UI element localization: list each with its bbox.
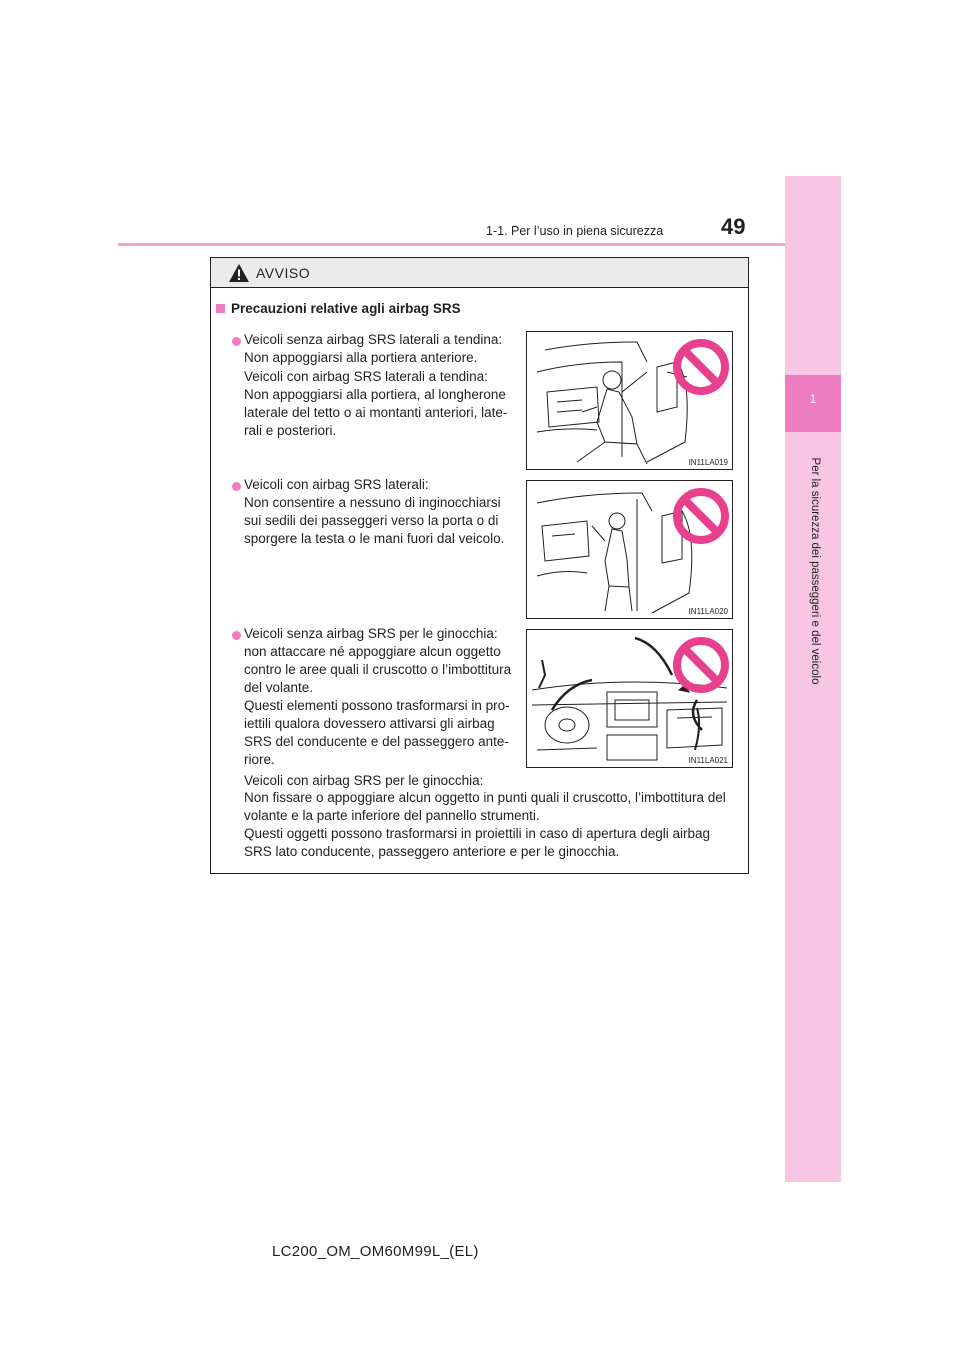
warning-subheading <box>216 301 461 316</box>
item-3-full-width: Non fissare o appoggiare alcun oggetto in punti quali il cruscotto, l’imbottitura del volante e la parte inferiore del pannello strumenti. Questi oggetti possono trasformarsi in proiettili in caso di apertura degli airbag SRS lato conducente, passeggero anteriore e per le ginocchia. <box>244 790 726 859</box>
figure-in11la020 <box>526 480 733 619</box>
bullet-icon <box>232 631 241 640</box>
item-3-text: Veicoli senza airbag SRS per le ginocchia: non attaccare né appoggiare alcun oggetto contro le aree quali il cruscotto o l’imbottitura del volante. Questi elementi possono trasformarsi in pro- iettili qualora dovessero attivarsi gli airbag SRS del conducente e del passeggero ante- riore. <box>244 626 512 767</box>
figure-code: IN11LA019 <box>688 458 728 467</box>
chapter-title: Per la sicurezza dei passeggeri e del veicolo <box>809 457 821 685</box>
prohibition-sign-icon <box>672 338 730 396</box>
prohibition-sign-icon <box>672 487 730 545</box>
page-number: 49 <box>721 214 746 239</box>
item-2-text: Veicoli con airbag SRS laterali: Non consentire a nessuno di inginocchiarsi sui sedili dei passeggeri verso la porta o di sporgere la testa o le mani fuori dal veicolo. <box>244 477 505 546</box>
figure-in11la021 <box>526 629 733 768</box>
section-title: 1-1. Per l’uso in piena sicurezza <box>486 224 664 238</box>
warning-box <box>210 257 749 874</box>
item-1-continuation: Veicoli con airbag SRS laterali a tendina: Non appoggiarsi alla portiera, al longherone laterale del tetto o ai montanti anteriori, late- rali e posteriori. <box>244 369 508 438</box>
header-rule <box>118 243 841 246</box>
figure-in11la019 <box>526 331 733 470</box>
warning-triangle-icon <box>228 263 250 283</box>
chapter-number: 1 <box>809 392 817 406</box>
warning-title: AVVISO <box>256 265 311 281</box>
warning-header <box>211 258 748 288</box>
bullet-icon <box>232 337 241 346</box>
figure-code: IN11LA021 <box>688 756 728 765</box>
prohibition-sign-icon <box>672 636 730 694</box>
document-code: LC200_OM_OM60M99L_(EL) <box>272 1243 479 1260</box>
item-3-continuation: Veicoli con airbag SRS per le ginocchia: <box>244 773 484 788</box>
item-1-text: Veicoli senza airbag SRS laterali a tendina: Non appoggiarsi alla portiera anteriore. <box>244 332 503 365</box>
bullet-icon <box>232 482 241 491</box>
figure-code: IN11LA020 <box>688 607 728 616</box>
square-bullet-icon <box>216 304 225 313</box>
subheading-text: Precauzioni relative agli airbag SRS <box>231 301 461 316</box>
